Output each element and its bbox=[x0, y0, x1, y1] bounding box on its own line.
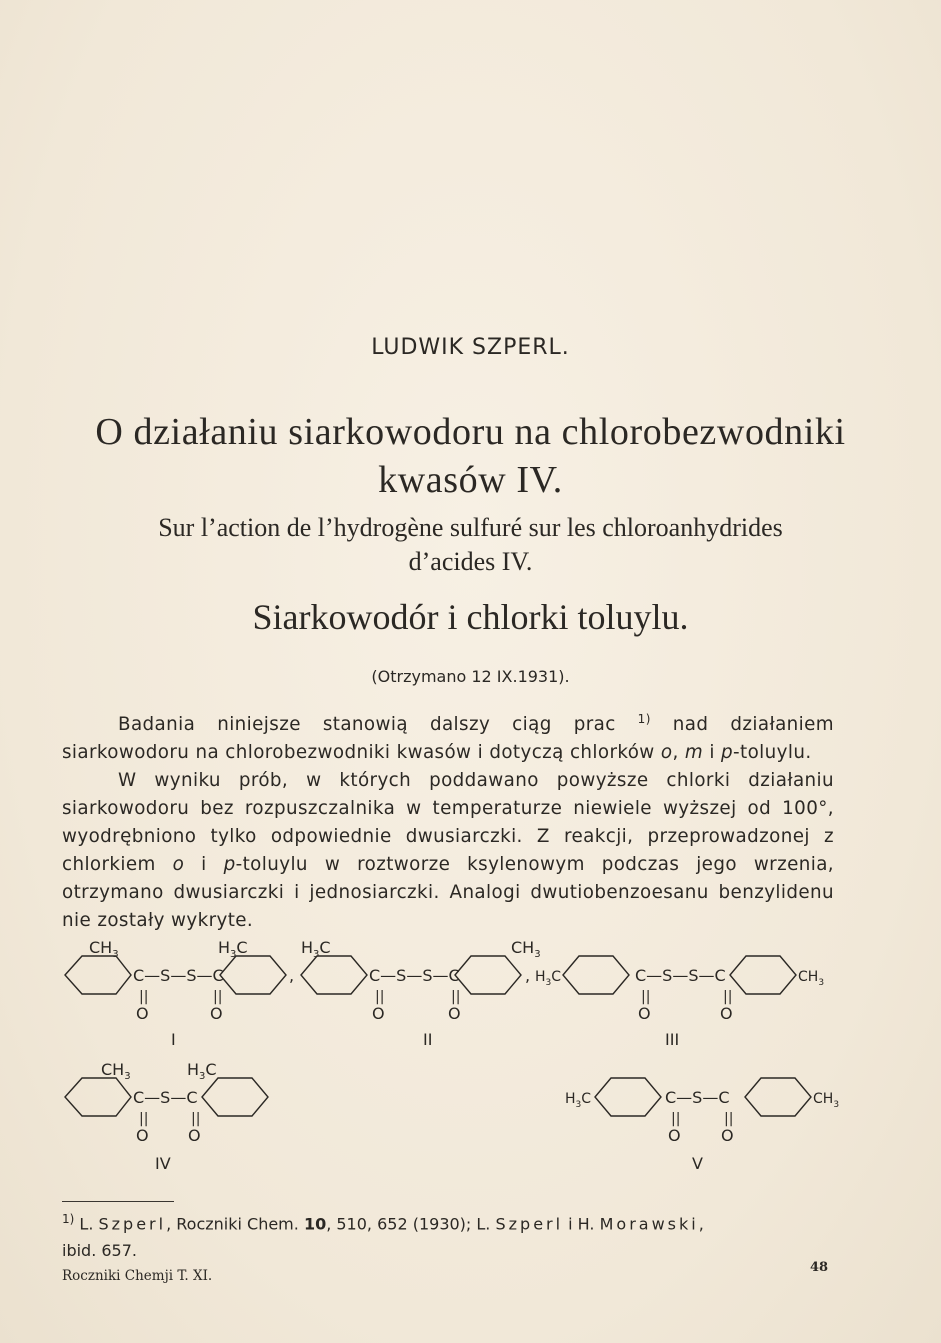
o-2a: O bbox=[372, 1004, 385, 1023]
ring-3b bbox=[730, 956, 796, 994]
o-4a: O bbox=[136, 1126, 149, 1145]
footnote bbox=[62, 1206, 834, 1264]
french-subtitle bbox=[60, 511, 881, 579]
page-number: 48 bbox=[810, 1260, 829, 1275]
o-2b: O bbox=[448, 1004, 461, 1023]
received-date: (Otrzymano 12 IX.1931). bbox=[371, 667, 570, 686]
dbl-2b: || bbox=[451, 989, 461, 1005]
dbl-5a: || bbox=[671, 1111, 681, 1127]
dbl-3b: || bbox=[723, 989, 733, 1005]
chain-5: C—S—C bbox=[665, 1088, 730, 1107]
dbl-4b: || bbox=[191, 1111, 201, 1127]
dbl-2a: || bbox=[375, 989, 385, 1005]
footnote-divider bbox=[62, 1201, 174, 1202]
structural-formulas bbox=[55, 925, 855, 1175]
article-body bbox=[62, 705, 834, 935]
ring-2a bbox=[301, 956, 367, 994]
h3c-2: $H_3C$ bbox=[301, 938, 331, 960]
ring-5b bbox=[745, 1078, 811, 1116]
subtitle-line-1: Sur l’action de l’hydrogène sulfuré sur les chloroanhydrides bbox=[158, 513, 783, 542]
chain-1: C—S—S—C bbox=[133, 966, 224, 985]
label-II: II bbox=[423, 1030, 433, 1049]
dbl-3a: || bbox=[641, 989, 651, 1005]
chain-4: C—S—C bbox=[133, 1088, 198, 1107]
formula-labels bbox=[89, 938, 839, 1173]
ch3-3b: $CH_3$ bbox=[798, 969, 825, 988]
ring-4b bbox=[202, 1078, 268, 1116]
label-IV: IV bbox=[155, 1154, 171, 1173]
o-1a: O bbox=[136, 1004, 149, 1023]
footnote-ref[interactable]: 1) bbox=[637, 712, 651, 726]
h3c-4: $H_3C$ bbox=[187, 1060, 217, 1082]
title-line-2: kwasów IV. bbox=[378, 459, 563, 501]
paragraph-1: Badania niniejsze stanowią dalszy ciąg prac $^{1)}$ nad działaniem siarkowodoru na chlorobezwodniki kwasów i dotyczą chlorków o, m i p-toluylu. bbox=[62, 712, 834, 764]
label-III: III bbox=[665, 1030, 680, 1049]
subtitle-line-2: d’acides IV. bbox=[408, 547, 533, 576]
dbl-4a: || bbox=[139, 1111, 149, 1127]
ch3-5: $CH_3$ bbox=[813, 1091, 840, 1110]
author-name: LUDWIK SZPERL. bbox=[371, 335, 570, 360]
chain-2: C—S—S—C bbox=[369, 966, 460, 985]
ring-2b bbox=[455, 956, 521, 994]
ch3-4: $CH_3$ bbox=[101, 1060, 131, 1082]
h3c-5: $H_3C$ bbox=[565, 1091, 592, 1110]
journal-name: Roczniki Chemji T. XI. bbox=[62, 1268, 213, 1284]
o-1b: O bbox=[210, 1004, 223, 1023]
ring-5a bbox=[595, 1078, 661, 1116]
ring-3a bbox=[563, 956, 629, 994]
o-4b: O bbox=[188, 1126, 201, 1145]
ring-4a bbox=[65, 1078, 131, 1116]
label-I: I bbox=[171, 1030, 176, 1049]
ring-1a bbox=[65, 956, 131, 994]
footnote-line-2: ibid. 657. bbox=[62, 1241, 137, 1261]
h3c-3a: $H_3C$ bbox=[535, 969, 562, 988]
ring-1b bbox=[220, 956, 286, 994]
paragraph-2: W wyniku prób, w których poddawano powyższe chlorki działaniu siarkowodoru bez rozpuszczalnika w temperaturze niewiele wyższej od 100°, wyodrębniono tylko odpowiednie dwusiarczki. Z reakcji, przeprowadzonej z chlorkiem o i p-toluylu w roztworze ksylenowym podczas jego wrzenia, otrzymano dwusiarczki i jednosiarczki. Analogi dwutiobenzoesanu benzylidenu nie zostały wykryte. bbox=[62, 770, 835, 932]
label-V: V bbox=[692, 1154, 703, 1173]
comma-2: , bbox=[525, 966, 531, 985]
h3c-1: $H_3C$ bbox=[218, 938, 248, 960]
o-3b: O bbox=[720, 1004, 733, 1023]
o-5b: O bbox=[721, 1126, 734, 1145]
ch3-1: $CH_3$ bbox=[89, 938, 119, 960]
footnote-marker: 1) bbox=[62, 1212, 75, 1226]
section-title: Siarkowodór i chlorki toluylu. bbox=[252, 597, 689, 637]
footnote-line-1: $^{1)}$ L. Szperl, Roczniki Chem. 10, 510, 652 (1930); L. Szperl i H. Morawski, bbox=[62, 1212, 704, 1234]
o-3a: O bbox=[638, 1004, 651, 1023]
ch3-2: $CH_3$ bbox=[511, 938, 541, 960]
dbl-1b: || bbox=[213, 989, 223, 1005]
article-title bbox=[40, 408, 901, 504]
comma-1: , bbox=[289, 966, 295, 985]
chain-3: C—S—S—C bbox=[635, 966, 726, 985]
dbl-5b: || bbox=[724, 1111, 734, 1127]
title-line-1: O działaniu siarkowodoru na chlorobezwodniki bbox=[95, 411, 846, 453]
o-5a: O bbox=[668, 1126, 681, 1145]
dbl-1a: || bbox=[139, 989, 149, 1005]
